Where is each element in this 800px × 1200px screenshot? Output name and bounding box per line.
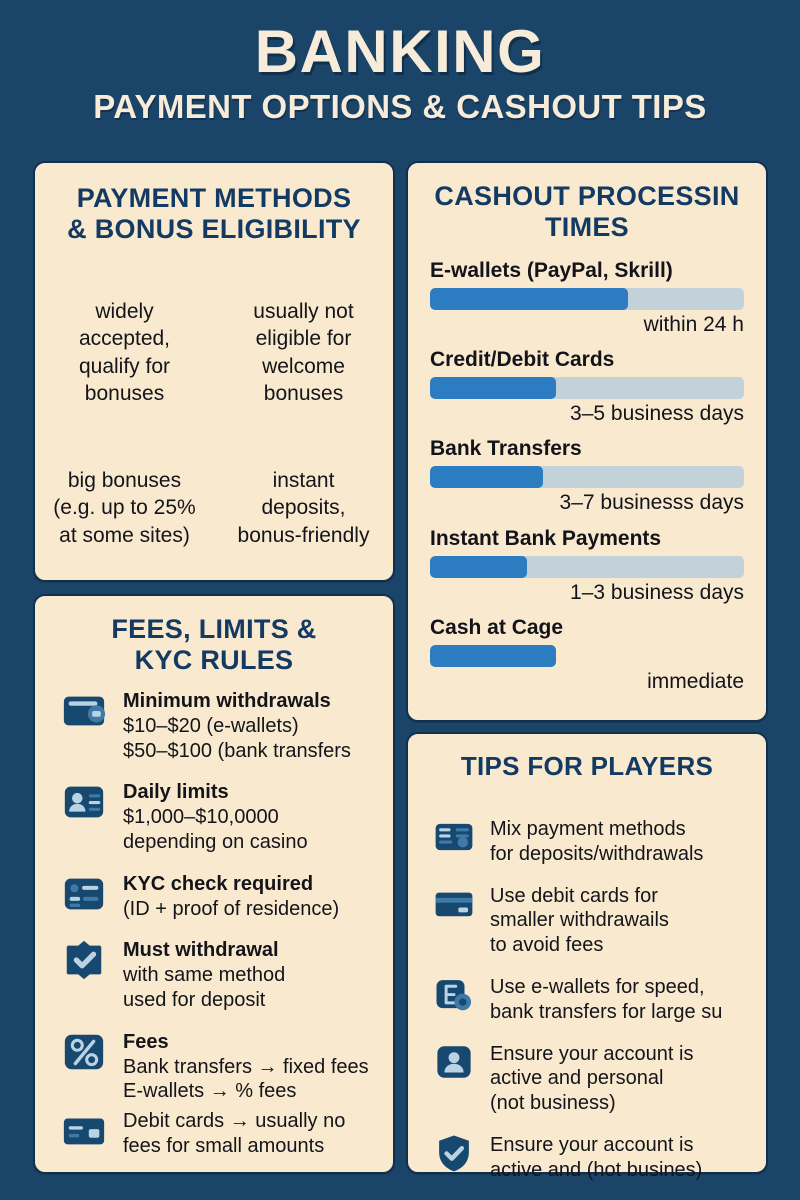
list-item-line: for deposits/withdrawals [490,842,704,865]
list-item-line: Use debit cards for [490,884,658,907]
list-item [428,816,752,867]
cashout-title-line1: CASHOUT PROCESSIN [434,181,740,211]
payment-method-cell [35,467,214,549]
cashout-times-card [406,161,768,722]
list-item-heading: KYC check required [123,872,314,895]
payment-methods-title-line2: & BONUS ELIGIBILITY [67,213,361,244]
list-item-line: depending on casino [123,830,308,853]
list-item-text [480,883,752,958]
cashout-bar-fill [430,556,527,578]
fees-limits-kyc-card [33,594,395,1174]
list-item-line: to avoid fees [490,934,604,957]
list-item [55,871,379,922]
fees-title-line1: FEES, LIMITS & [111,614,317,644]
cashout-bar-label: Cash at Cage [430,615,564,639]
list-item-text [113,1029,379,1104]
list-item [428,1041,752,1116]
fees-item-list [55,688,379,1175]
cashout-times-title [408,163,766,243]
cashout-bar-list [430,259,744,705]
list-item-text [480,1132,752,1183]
list-item-line: E-wallets → % fees [123,1080,297,1103]
shield-check-icon [428,1132,480,1174]
payment-method-line: deposits, [261,496,346,520]
tips-card-title: TIPS FOR PLAYERS [460,751,714,781]
e-wallet-icon [428,974,480,1016]
list-item-text [113,937,379,1012]
cashout-bar-fill [430,645,556,667]
payment-method-line: big bonuses [67,469,182,493]
list-item-heading: Minimum withdrawals [123,690,331,712]
payment-method-cell [35,298,214,407]
payment-method-line: widely [95,300,154,323]
cashout-bar-value: within 24 h [643,313,744,337]
list-item-line: Debit cards → usually no [123,1110,346,1133]
list-item-text [113,779,379,854]
payment-method-line: eligible for [255,327,352,351]
cashout-bar-fill [430,466,543,488]
cashout-bar-track [430,645,744,667]
list-item-text [480,974,752,1025]
list-item-text [113,871,379,922]
cashout-bar-label: Credit/Debit Cards [430,348,615,372]
page-title: BANKING [254,18,546,85]
verified-check-icon [55,937,113,983]
cashout-bar-row [430,259,744,336]
payment-method-line: at some sites) [59,523,190,547]
list-item-line: smaller withdrawails [490,909,669,932]
list-item [428,883,752,958]
cashout-bar-value: 1–3 business days [570,580,744,604]
list-item-line: $1,000–$10,0000 [123,806,279,829]
credit-card-icon [428,883,480,925]
page-subtitle: PAYMENT OPTIONS & CASHOUT TIPS [93,88,707,125]
wallet-icon [55,688,113,734]
list-item-text [113,1108,379,1159]
fees-title-line2: KYC RULES [134,644,294,675]
cashout-bar-label: Bank Transfers [430,437,582,461]
payment-method-line: (e.g. up to 25% [53,496,196,520]
payment-method-line: welcome bonuses [262,354,345,405]
cashout-bar-track [430,466,744,488]
cashout-bar-row [430,348,744,425]
list-item-line: active and (hot busines) [490,1158,703,1181]
list-item-heading: Must withdrawal [123,939,279,962]
cashout-bar-track [430,556,744,578]
cashout-bar-track [430,288,744,310]
list-item [428,974,752,1025]
percent-icon [55,1029,113,1075]
payment-method-line: accepted, [78,327,171,351]
payment-method-line: qualify for [78,354,171,378]
payment-method-line: bonus-friendly [237,523,370,547]
id-list-icon [55,871,113,917]
cashout-bar-value: 3–5 business days [570,402,744,426]
list-item-line: Use e-wallets for speed, [490,975,705,998]
list-item-heading: Fees [123,1030,169,1053]
fees-card-title [35,596,393,676]
list-item [428,1132,752,1183]
list-item-line: bank transfers for large su [490,1000,723,1023]
list-item-line: with same method [123,964,286,987]
list-item-text [480,816,752,867]
list-item [55,688,379,763]
cashout-bar-value: immediate [647,669,744,693]
list-item-line: $50–$100 (bank transfers [123,739,351,762]
payment-method-line: bonuses [84,381,165,405]
list-item-line: Ensure your account is [490,1042,694,1065]
list-item-line: active and personal [490,1067,664,1090]
id-card-person-icon [55,779,113,825]
list-item-line: $10–$20 (e-wallets) [123,714,299,737]
list-item-text [480,1041,752,1116]
cashout-bar-track [430,377,744,399]
payment-method-line: instant [272,469,335,493]
cashout-bar-fill [430,377,556,399]
header [0,0,800,125]
list-item-line: Mix payment methods [490,818,686,840]
list-item [55,779,379,854]
cashout-title-line2: TIMES [544,211,629,242]
list-item-text [113,688,379,763]
list-item-line: fees for small amounts [123,1134,325,1157]
list-item-line: Ensure your account is [490,1133,694,1156]
payment-methods-grid [35,298,393,549]
cashout-bar-row [430,437,744,514]
cashout-bar-label: E-wallets (PayPal, Skrill) [430,259,673,282]
list-item-line: Bank transfers → fixed fees [123,1055,369,1078]
payment-method-line: usually not [253,300,354,323]
person-icon [428,1041,480,1083]
payment-methods-title-line1: PAYMENT METHODS [76,183,352,213]
cashout-bar-label: Instant Bank Payments [430,526,662,550]
cashout-bar-value: 3–7 businesss days [559,491,744,515]
list-item-heading: Daily limits [123,781,229,804]
payment-methods-card [33,161,395,582]
debit-card-icon [55,1108,113,1154]
payment-method-cell [214,467,393,549]
cashout-bar-row [430,527,744,604]
payment-methods-title [35,163,393,245]
list-item-line: (not business) [490,1092,616,1115]
list-item [55,1029,379,1104]
list-item [55,1108,379,1159]
tips-for-players-card [406,732,768,1181]
cashout-bar-fill [430,288,628,310]
list-item-line: (ID + proof of residence) [123,897,340,920]
tips-item-list [428,816,752,1199]
list-item [55,937,379,1012]
payment-method-cell [214,298,393,407]
id-card-icon [428,816,480,858]
cashout-bar-row [430,616,744,693]
list-item-line: used for deposit [123,988,266,1011]
